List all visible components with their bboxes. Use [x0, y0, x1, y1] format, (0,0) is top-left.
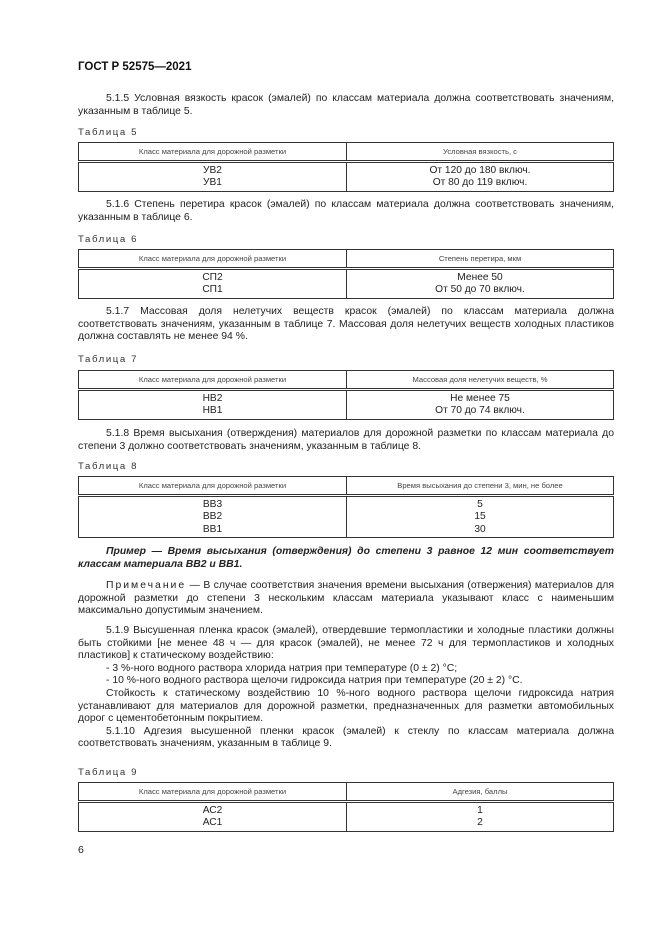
table-cell: Не менее 75 От 70 до 74 включ.: [347, 390, 614, 420]
table-cell: Менее 50 От 50 до 70 включ.: [347, 269, 614, 299]
paragraph-5-1-9: 5.1.9 Высушенная пленка красок (эмалей), отвердевшие термопластики и холодные пластики должны быть стойкими [не менее 48 ч — для красок (эмалей), не менее 72 ч для термопластиков и холодных пластиков] к статическому воздействию:: [78, 625, 614, 662]
paragraph-5-1-7: 5.1.7 Массовая доля нелетучих веществ красок (эмалей) по классам материала должна соответствовать значениям, указанным в таблице 7. Массовая доля нелетучих веществ холодных пластиков должна составлять не менее 94 %.: [78, 306, 614, 343]
table-header: Класс материала для дорожной разметки: [79, 371, 347, 390]
note: [78, 580, 614, 618]
table-cell: 1 2: [347, 802, 614, 832]
table-9-caption: Таблица 9: [78, 767, 139, 778]
example-text: Пример — Время высыхания (отверждения) до степени 3 равное 12 мин соответствует классам материала ВВ2 и ВВ1.: [78, 546, 614, 570]
table-header: Класс материала для дорожной разметки: [79, 250, 347, 269]
paragraph-5-1-5: 5.1.5 Условная вязкость красок (эмалей) по классам материала должна соответствовать значениям, указанным в таблице 5.: [78, 93, 614, 117]
section-5-1-9: [78, 625, 614, 751]
paragraph-5-1-9-resistance: Стойкость к статическому воздействию 10 %-ного водного раствора щелочи гидроксида натрия устанавливают для материалов для дорожной разметки, предназначенных для разметки автомобильных дорог с цементобетонным покрытием.: [78, 687, 614, 725]
table-cell: СП2 СП1: [79, 269, 347, 299]
table-cell: ВВ3 ВВ2 ВВ1: [79, 496, 347, 538]
table-9: [78, 782, 614, 832]
table-header: Адгезия, баллы: [347, 783, 614, 802]
list-item: - 3 %-ного водного раствора хлорида натрия при температуре (0 ± 2) °С;: [106, 662, 458, 674]
table-cell: УВ2 УВ1: [79, 162, 347, 192]
table-7-caption: Таблица 7: [78, 354, 139, 365]
note-label: Примечание: [106, 580, 187, 591]
table-header: Класс материала для дорожной разметки: [79, 143, 347, 162]
table-6-caption: Таблица 6: [78, 234, 139, 245]
list-item: - 10 %-ного водного раствора щелочи гидроксида натрия при температуре (20 ± 2) °С.: [106, 675, 523, 687]
table-5: [78, 142, 614, 192]
document-header: ГОСТ Р 52575—2021: [78, 61, 192, 73]
note-text: — В случае соответствия значения времени высыхания (отвержения) материалов для дорожной разметки до степени 3 нескольким классам материала указывают класс с наименьшим максимально допустимым значением.: [78, 580, 614, 617]
table-cell: 5 15 30: [347, 496, 614, 538]
page-number: 6: [78, 844, 84, 856]
table-cell: От 120 до 180 включ. От 80 до 119 включ.: [347, 162, 614, 192]
table-cell: НВ2 НВ1: [79, 390, 347, 420]
table-header: Условная вязкость, с: [347, 143, 614, 162]
table-header: Массовая доля нелетучих веществ, %: [347, 371, 614, 390]
paragraph-5-1-10: 5.1.10 Адгезия высушенной пленки красок (эмалей) к стеклу по классам материала должна соответствовать значениям, указанным в таблице 9.: [78, 725, 614, 750]
table-cell: АС2 АС1: [79, 802, 347, 832]
table-header: Степень перетира, мкм: [347, 250, 614, 269]
table-8-caption: Таблица 8: [78, 461, 139, 472]
table-header: Время высыхания до степени 3, мин, не более: [347, 477, 614, 496]
table-6: [78, 249, 614, 299]
paragraph-5-1-6: 5.1.6 Степень перетира красок (эмалей) по классам материала должна соответствовать значениям, указанным в таблице 6.: [78, 199, 614, 223]
table-8: [78, 476, 614, 538]
paragraph-5-1-8: 5.1.8 Время высыхания (отверждения) материалов для дорожной разметки по классам материала до степени 3 должно соответствовать значениям, указанным в таблице 8.: [78, 428, 614, 452]
table-5-caption: Таблица 5: [78, 127, 139, 138]
table-7: [78, 370, 614, 420]
table-header: Класс материала для дорожной разметки: [79, 477, 347, 496]
table-header: Класс материала для дорожной разметки: [79, 783, 347, 802]
